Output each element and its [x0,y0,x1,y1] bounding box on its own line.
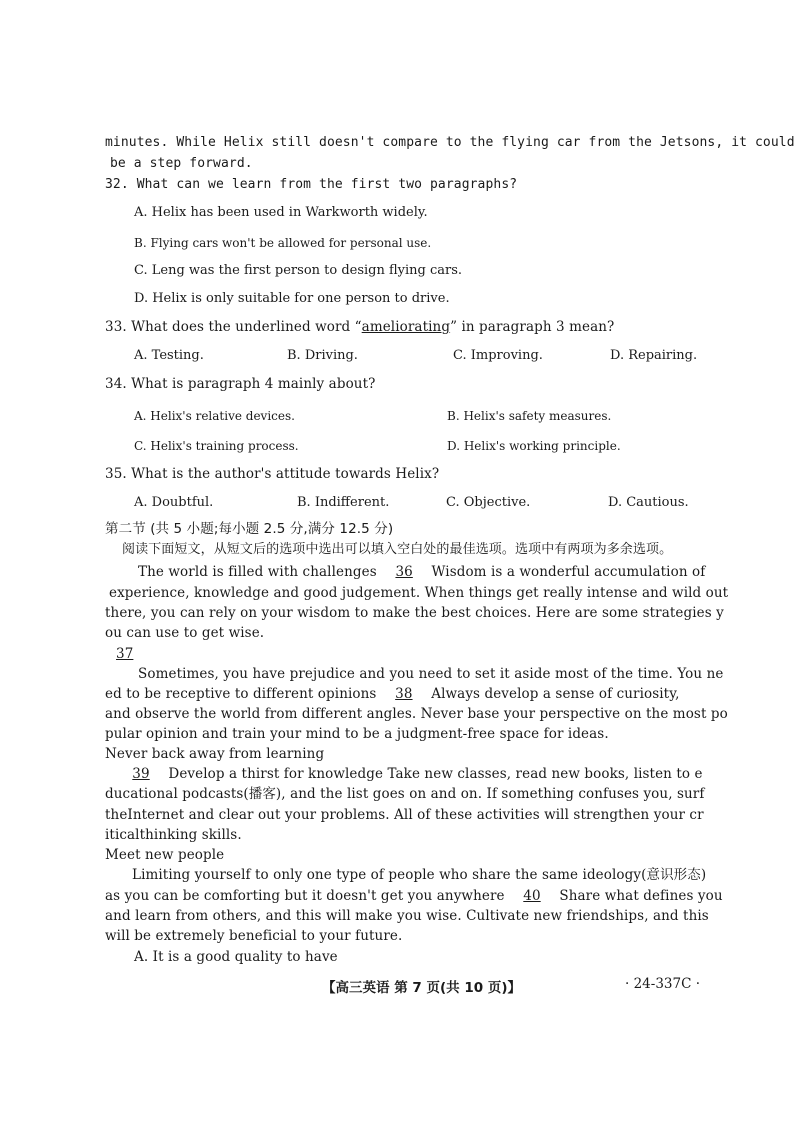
subheading: Never back away from learning [105,746,325,762]
blank-37-number: 37 [116,646,134,662]
q33-option-b: B. Driving. [287,348,358,363]
q34-option-a: A. Helix's relative devices. [134,409,295,423]
passage-line: theInternet and clear out your problems. All of these activities will strengthen your cr [105,807,704,823]
q35-option-d: D. Cautious. [608,495,689,510]
passage-line [138,563,705,581]
question-35: 35. What is the author's attitude towards Helix? [105,466,440,482]
subheading: Meet new people [105,847,225,863]
passage-text: Share what defines you [555,888,723,904]
blank-37 [116,645,133,663]
blank-39: 39 [132,766,150,782]
passage-line [105,685,680,703]
passage-line: and observe the world from different angles. Never base your perspective on the most po [105,706,728,722]
passage-line: experience, knowledge and good judgement. When things get really intense and wild out [109,585,729,601]
passage-line [105,887,723,905]
q32-option-a: A. Helix has been used in Warkworth widely. [134,205,428,220]
passage-text: Always develop a sense of curiosity, [426,686,680,702]
page-footer-title: 【高三英语 第 7 页(共 10 页)】 [322,980,522,996]
passage-line: ou can use to get wise. [105,625,265,641]
passage-line: there, you can rely on your wisdom to make the best choices. Here are some strategies y [105,605,724,621]
blank-36: 36 [395,564,413,580]
passage-text: Develop a thirst for knowledge Take new classes, read new books, listen to e [164,766,703,782]
passage-line: will be extremely beneficial to your future. [105,928,403,944]
passage-text: as you can be comforting but it doesn't get you anywhere [105,888,509,904]
q33-option-a: A. Testing. [134,348,204,363]
question-34: 34. What is paragraph 4 mainly about? [105,376,376,392]
option-a: A. It is a good quality to have [134,949,338,965]
q32-option-c: C. Leng was the first person to design flying cars. [134,263,463,278]
passage-line: and learn from others, and this will make you wise. Cultivate new friendships, and this [105,908,709,924]
q33-option-d: D. Repairing. [610,348,698,363]
question-32: 32. What can we learn from the first two paragraphs? [105,177,518,192]
blank-40: 40 [523,888,541,904]
passage-line: pular opinion and train your mind to be a judgment-free space for ideas. [105,726,609,742]
q34-option-b: B. Helix's safety measures. [447,409,612,423]
passage-line: ducational podcasts(播客), and the list goes on and on. If something confuses you, surf [105,786,705,802]
q33-option-c: C. Improving. [453,348,543,363]
passage-text: Wisdom is a wonderful accumulation of [427,564,706,580]
q32-option-d: D. Helix is only suitable for one person to drive. [134,291,450,306]
passage-text: The world is filled with challenges [138,564,382,580]
q34-option-c: C. Helix's training process. [134,439,299,453]
page-footer-code: · 24-337C · [625,976,701,992]
passage-line: Limiting yourself to only one type of people who share the same ideology(意识形态) [132,867,707,883]
blank-38: 38 [395,686,413,702]
q34-option-d: D. Helix's working principle. [447,439,621,453]
q32-option-b: B. Flying cars won't be allowed for personal use. [134,236,432,250]
question-33 [105,318,614,336]
underlined-word: ameliorating [361,319,451,335]
passage-line [118,765,703,783]
passage-line: be a step forward. [110,156,253,171]
q33-text-end: ” in paragraph 3 mean? [450,319,615,335]
passage-text: ed to be receptive to different opinions [105,686,381,702]
q35-option-a: A. Doubtful. [134,495,214,510]
q35-option-b: B. Indifferent. [297,495,390,510]
q33-text-start: 33. What does the underlined word “ [105,319,362,335]
passage-line: Sometimes, you have prejudice and you need to set it aside most of the time. You ne [138,666,724,682]
section-2-heading: 第二节 (共 5 小题;每小题 2.5 分,满分 12.5 分) [105,521,394,537]
passage-line: iticalthinking skills. [105,827,242,843]
passage-line: minutes. While Helix still doesn't compare to the flying car from the Jetsons, it could [105,135,795,150]
q35-option-c: C. Objective. [446,495,531,510]
section-2-instructions: 阅读下面短文，从短文后的选项中选出可以填入空白处的最佳选项。选项中有两项为多余选项。 [122,542,673,557]
